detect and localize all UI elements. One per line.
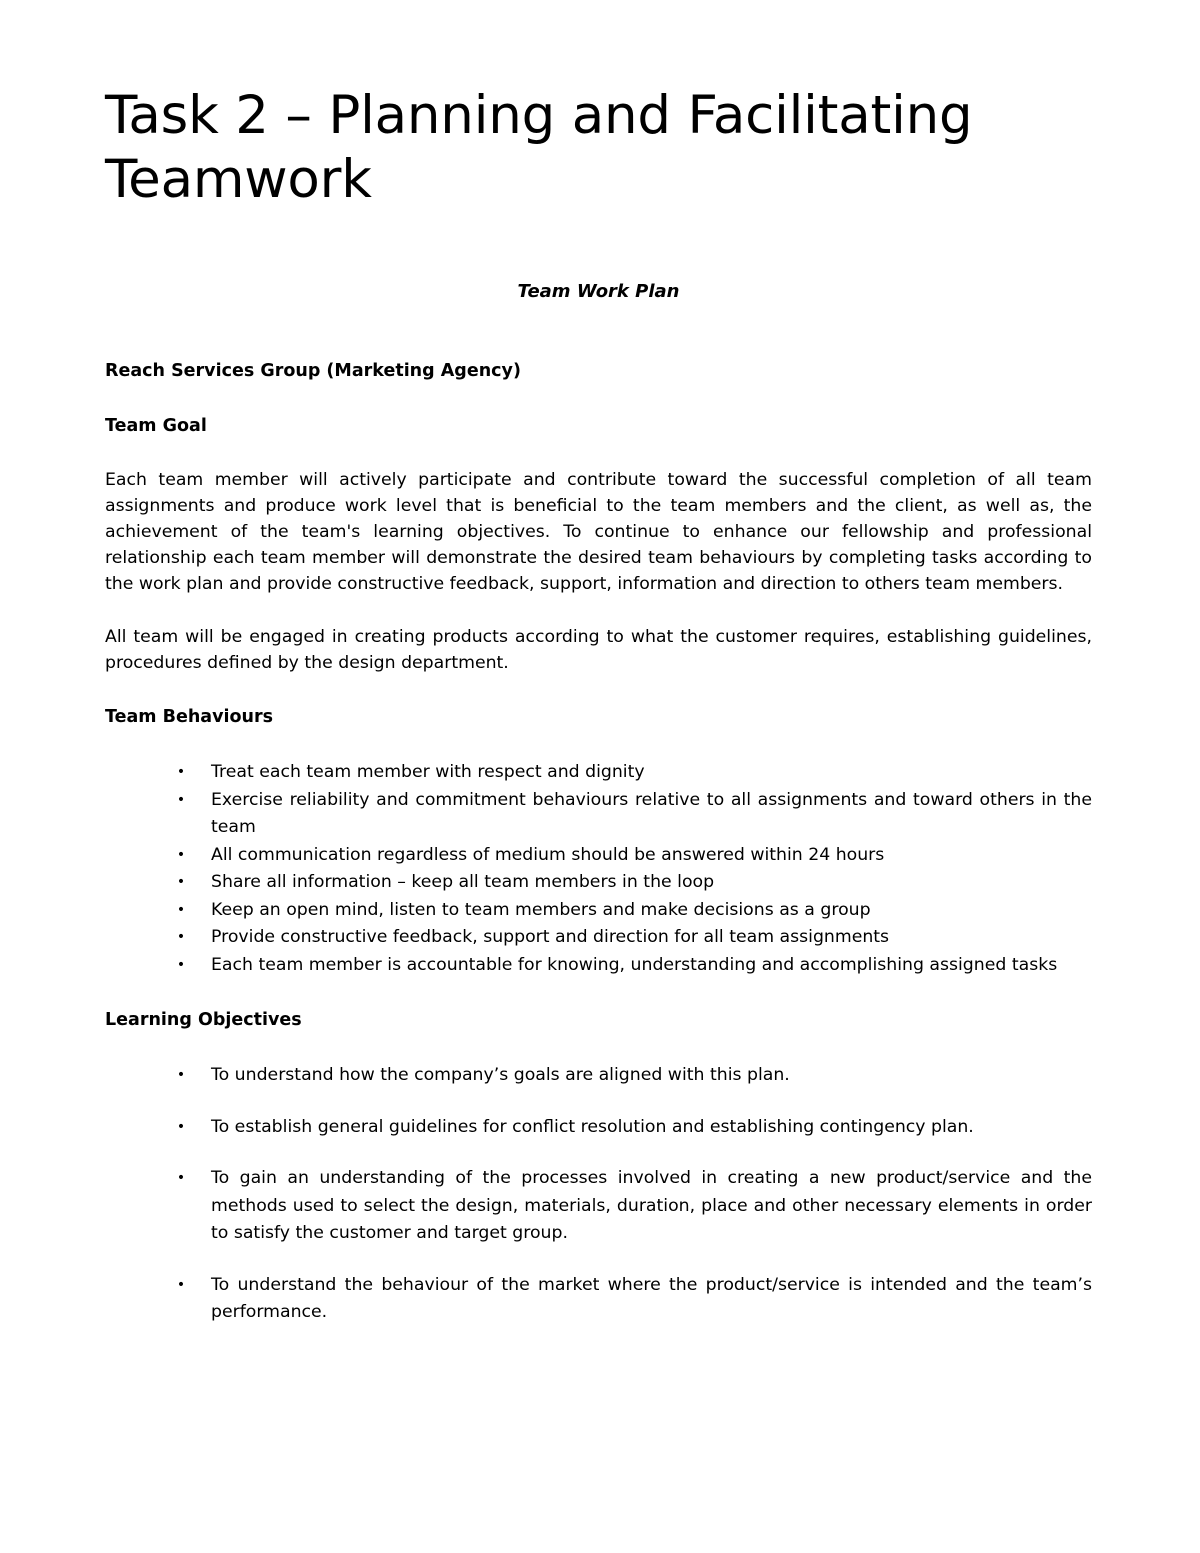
list-item-text: To understand the behaviour of the market where the product/service is intended and the team’s performance. bbox=[211, 1274, 1092, 1322]
list-item-text: To gain an understanding of the processes involved in creating a new product/service and the methods used to select the design, materials, duration, place and other necessary elements in order to satisfy the customer and target group. bbox=[211, 1168, 1092, 1243]
list-item-text: Provide constructive feedback, support and direction for all team assignments bbox=[211, 927, 890, 947]
team-goal-heading: Team Goal bbox=[105, 416, 207, 436]
organization-name: Reach Services Group (Marketing Agency) bbox=[105, 361, 521, 381]
list-item bbox=[105, 897, 1092, 925]
bullet-icon: • bbox=[176, 1276, 186, 1293]
learning-objectives-heading: Learning Objectives bbox=[105, 1010, 302, 1030]
document-body bbox=[105, 278, 1092, 1351]
bullet-icon: • bbox=[176, 929, 186, 945]
list-item-text: All communication regardless of medium should be answered within 24 hours bbox=[211, 844, 885, 865]
document-subtitle: Team Work Plan bbox=[517, 281, 680, 302]
list-item bbox=[105, 1114, 1092, 1142]
bullet-icon: • bbox=[176, 791, 186, 808]
bullet-icon: • bbox=[176, 764, 186, 780]
learning-objectives-list bbox=[105, 1062, 1092, 1327]
document-title: Task 2 – Planning and Facilitating Teamwork bbox=[105, 85, 973, 210]
list-item bbox=[105, 924, 1092, 952]
bullet-icon: • bbox=[176, 901, 186, 918]
list-item bbox=[105, 1272, 1092, 1327]
list-item bbox=[105, 787, 1092, 842]
list-item-text: Share all information – keep all team members in the loop bbox=[211, 872, 715, 892]
list-item-text: To establish general guidelines for conflict resolution and establishing contingency plan. bbox=[211, 1116, 974, 1137]
team-behaviours-list bbox=[105, 759, 1092, 979]
bullet-icon: • bbox=[176, 874, 186, 890]
list-item-text: Exercise reliability and commitment behaviours relative to all assignments and toward others in the team bbox=[211, 789, 1092, 837]
list-item bbox=[105, 759, 1092, 787]
bullet-icon: • bbox=[176, 1118, 186, 1135]
list-item bbox=[105, 1165, 1092, 1248]
list-item bbox=[105, 869, 1092, 897]
bullet-icon: • bbox=[176, 956, 186, 973]
list-item bbox=[105, 1062, 1092, 1090]
bullet-icon: • bbox=[176, 1170, 186, 1186]
bullet-icon: • bbox=[176, 846, 186, 863]
team-goal-paragraph: All team will be engaged in creating products according to what the customer requires, establishing guidelines, procedures defined by the design department. bbox=[105, 627, 1092, 673]
list-item bbox=[105, 952, 1092, 980]
list-item-text: To understand how the company’s goals are aligned with this plan. bbox=[211, 1065, 790, 1085]
list-item bbox=[105, 842, 1092, 870]
list-item-text: Treat each team member with respect and dignity bbox=[211, 762, 645, 782]
list-item-text: Keep an open mind, listen to team members and make decisions as a group bbox=[211, 899, 871, 920]
list-item-text: Each team member is accountable for knowing, understanding and accomplishing assigned tasks bbox=[211, 954, 1058, 975]
team-goal-paragraph: Each team member will actively participate and contribute toward the successful completion of all team assignments and produce work level that is beneficial to the team members and the client, as well as, the achievement of the team's learning objectives. To continue to enhance our fellowship and professional relationship each team member will demonstrate the desired team behaviours by completing tasks according to the work plan and provide constructive feedback, support, information and direction to others team members. bbox=[105, 470, 1092, 594]
team-behaviours-heading: Team Behaviours bbox=[105, 707, 274, 727]
bullet-icon: • bbox=[176, 1067, 186, 1083]
